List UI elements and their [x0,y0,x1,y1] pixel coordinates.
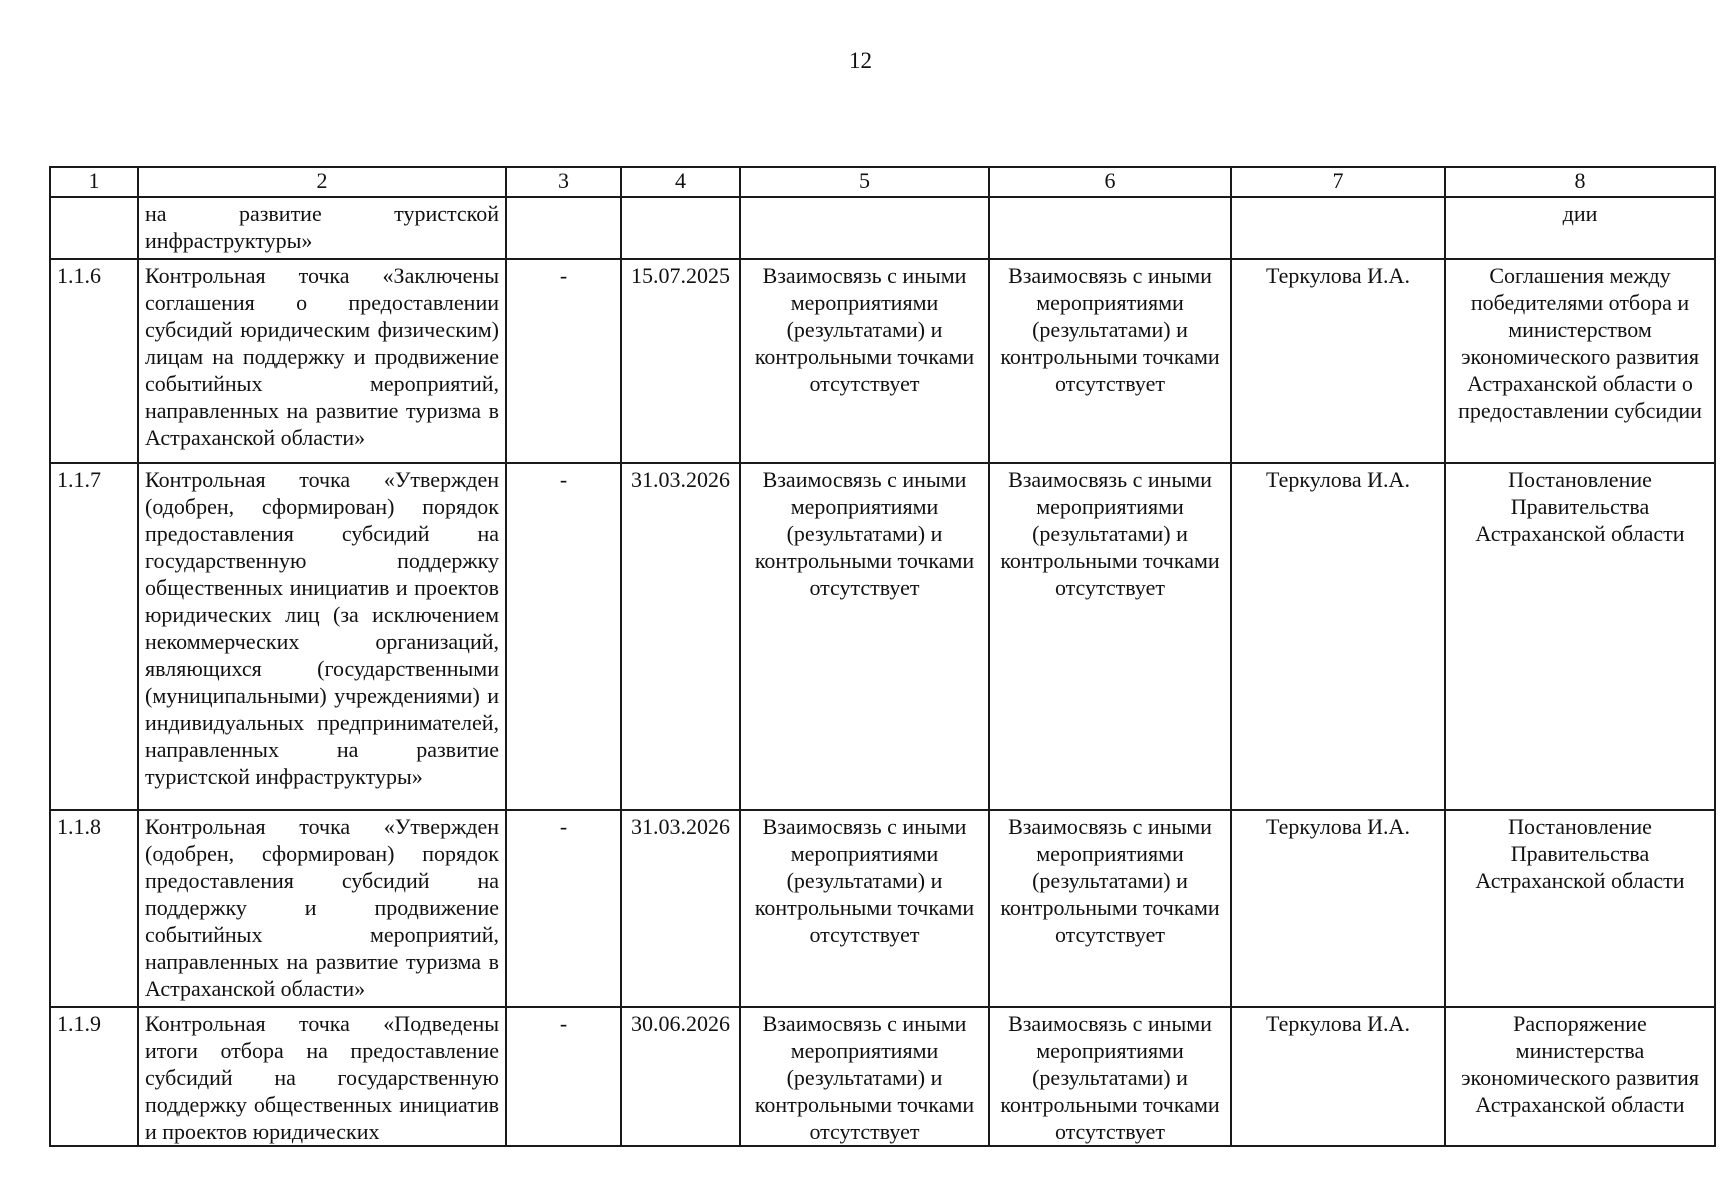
control-points-table [49,166,1716,1147]
row-number: 1.1.7 [50,463,138,810]
control-point-name: Контрольная точка «Заключены соглашения о предоставлении субсидий юридическим физическим) лицам на поддержку и продвижение событийных мероприятий, направленных на развитие туризма в Астраханской области» [138,259,506,463]
predecessor-links: Взаимосвязь с иными мероприятиями (результатами) и контрольными точками отсутствует [740,1007,989,1146]
column-3-value: - [506,1007,621,1146]
row-number: 1.1.8 [50,810,138,1007]
responsible-person: Теркулова И.А. [1231,1007,1445,1146]
column-number: 4 [621,167,740,197]
successor-links: Взаимосвязь с иными мероприятиями (результатами) и контрольными точками отсутствует [989,259,1231,463]
successor-links [989,197,1231,259]
column-number: 7 [1231,167,1445,197]
confirming-document: Постановление Правительства Астраханской области [1445,463,1715,810]
confirming-document: Соглашения между победителями отбора и министерством экономического развития Астраханской области о предоставлении субсидии [1445,259,1715,463]
responsible-person [1231,197,1445,259]
responsible-person: Теркулова И.А. [1231,463,1445,810]
due-date [621,197,740,259]
due-date: 31.03.2026 [621,463,740,810]
confirming-document: Постановление Правительства Астраханской области [1445,810,1715,1007]
column-3-value: - [506,810,621,1007]
successor-links: Взаимосвязь с иными мероприятиями (результатами) и контрольными точками отсутствует [989,463,1231,810]
predecessor-links: Взаимосвязь с иными мероприятиями (результатами) и контрольными точками отсутствует [740,463,989,810]
column-number: 2 [138,167,506,197]
control-point-name: на развитие туристской инфраструктуры» [138,197,506,259]
control-point-name: Контрольная точка «Утвержден (одобрен, сформирован) порядок предоставления субсидий на поддержку и продвижение событийных мероприятий, направленных на развитие туризма в Астраханской области» [138,810,506,1007]
responsible-person: Теркулова И.А. [1231,259,1445,463]
row-number: 1.1.6 [50,259,138,463]
row-number [50,197,138,259]
page-number: 12 [849,48,872,73]
table-row [50,197,1715,259]
column-3-value: - [506,463,621,810]
column-number-row [50,167,1715,197]
row-number: 1.1.9 [50,1007,138,1146]
due-date: 31.03.2026 [621,810,740,1007]
table-row [50,463,1715,810]
control-point-name: Контрольная точка «Утвержден (одобрен, сформирован) порядок предоставления субсидий на государственную поддержку общественных инициатив и проектов юридических лиц (за исключением некоммерческих организаций, являющихся (государственными (муниципальными) учреждениями) и индивидуальных предпринимателей, направленных на развитие туристской инфраструктуры» [138,463,506,810]
column-3-value: - [506,259,621,463]
table-row [50,810,1715,1007]
predecessor-links [740,197,989,259]
responsible-person: Теркулова И.А. [1231,810,1445,1007]
due-date: 15.07.2025 [621,259,740,463]
column-number: 3 [506,167,621,197]
table-row [50,259,1715,463]
column-number: 1 [50,167,138,197]
table-row [50,1007,1715,1146]
predecessor-links: Взаимосвязь с иными мероприятиями (результатами) и контрольными точками отсутствует [740,259,989,463]
column-3-value [506,197,621,259]
successor-links: Взаимосвязь с иными мероприятиями (результатами) и контрольными точками отсутствует [989,810,1231,1007]
column-number: 5 [740,167,989,197]
due-date: 30.06.2026 [621,1007,740,1146]
successor-links: Взаимосвязь с иными мероприятиями (результатами) и контрольными точками отсутствует [989,1007,1231,1146]
confirming-document: Распоряжение министерства экономического развития Астраханской области [1445,1007,1715,1146]
column-number: 8 [1445,167,1715,197]
confirming-document: дии [1445,197,1715,259]
predecessor-links: Взаимосвязь с иными мероприятиями (результатами) и контрольными точками отсутствует [740,810,989,1007]
control-point-name: Контрольная точка «Подведены итоги отбора на предоставление субсидий на государственную поддержку общественных инициатив и проектов юридических [138,1007,506,1146]
column-number: 6 [989,167,1231,197]
